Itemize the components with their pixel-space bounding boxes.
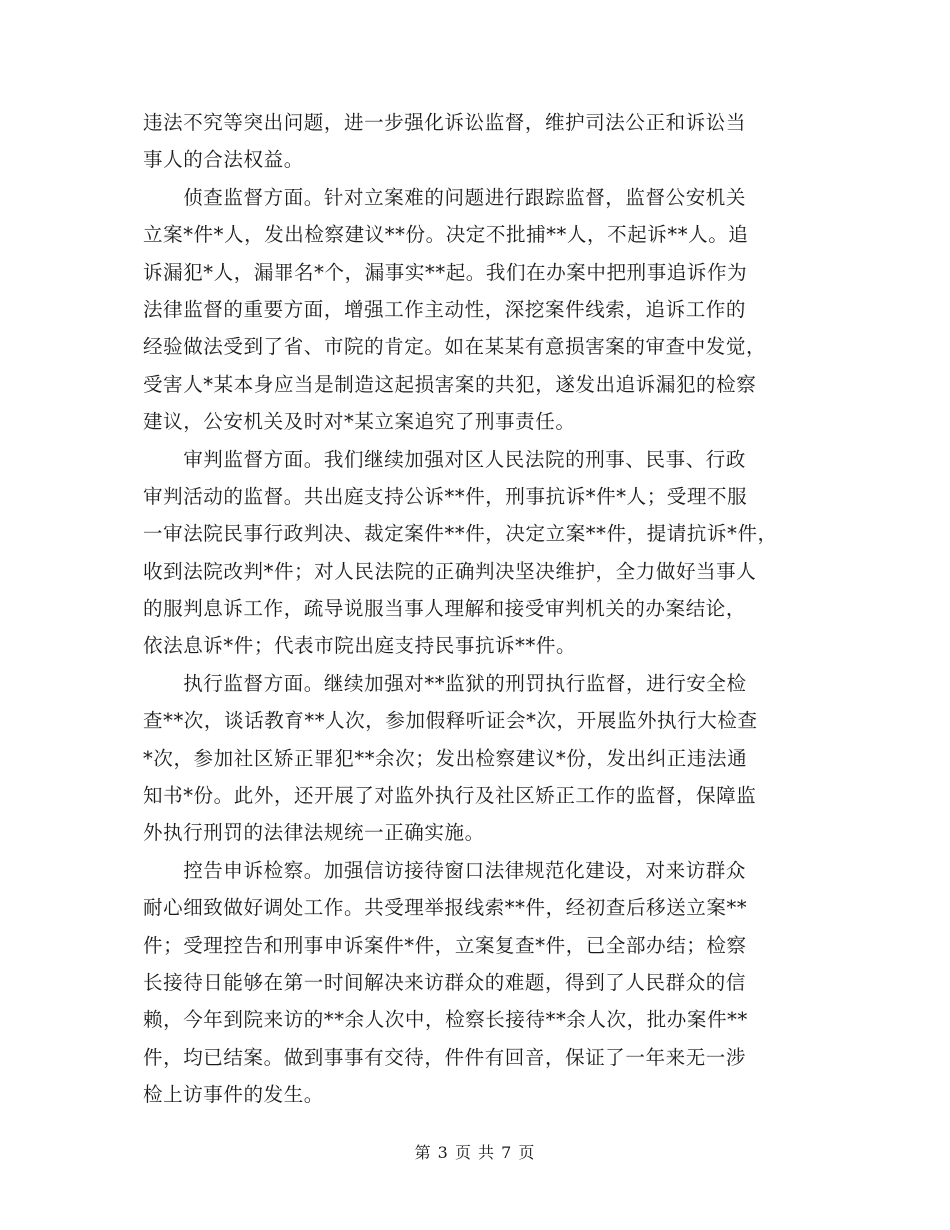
text-line: 法律监督的重要方面，增强工作主动性，深挖案件线索，追诉工作的 bbox=[143, 297, 747, 321]
text-line: 受害人*某本身应当是制造这起损害案的共犯，遂发出追诉漏犯的检察 bbox=[143, 372, 757, 396]
text-line: 知书*份。此外，还开展了对监外执行及社区矫正工作的监督，保障监 bbox=[143, 784, 757, 808]
text-line: 件；受理控告和刑事申诉案件*件，立案复查*件，已全部办结；检察 bbox=[143, 933, 747, 957]
text-line: 侦查监督方面。针对立案难的问题进行跟踪监督，监督公安机关 bbox=[143, 185, 747, 209]
text-line: 诉漏犯*人，漏罪名*个，漏事实**起。我们在办案中把刑事追诉作为 bbox=[143, 260, 748, 284]
text-line: 审判活动的监督。共出庭支持公诉**件，刑事抗诉*件*人；受理不服 bbox=[143, 484, 748, 508]
text-line: 事人的合法权益。 bbox=[143, 148, 304, 172]
text-line: 审判监督方面。我们继续加强对区人民法院的刑事、民事、行政 bbox=[143, 447, 747, 471]
text-line: 检上访事件的发生。 bbox=[143, 1083, 324, 1107]
text-line: 查**次，谈话教育**人次，参加假释听证会*次，开展监外执行大检查 bbox=[143, 709, 758, 733]
text-line: 一审法院民事行政判决、裁定案件**件，决定立案**件，提请抗诉*件， bbox=[143, 522, 778, 546]
text-line: 依法息诉*件；代表市院出庭支持民事抗诉**件。 bbox=[143, 634, 577, 658]
text-line: 执行监督方面。继续加强对**监狱的刑罚执行监督，进行安全检 bbox=[143, 671, 747, 695]
text-line: 控告申诉检察。加强信访接待窗口法律规范化建设，对来访群众 bbox=[143, 858, 747, 882]
text-line: 外执行刑罚的法律法规统一正确实施。 bbox=[143, 821, 485, 845]
text-line: 经验做法受到了省、市院的肯定。如在某某有意损害案的审查中发觉， bbox=[143, 335, 767, 359]
page-footer: 第 3 页 共 7 页 bbox=[414, 1143, 536, 1162]
text-line: 长接待日能够在第一时间解决来访群众的难题，得到了人民群众的信 bbox=[143, 970, 747, 994]
body-text bbox=[143, 104, 823, 1114]
text-line: 立案*件*人，发出检察建议**份。决定不批捕**人，不起诉**人。追 bbox=[143, 223, 749, 247]
text-line: 收到法院改判*件；对人民法院的正确判决坚决维护，全力做好当事人 bbox=[143, 559, 757, 583]
text-line: 赖，今年到院来访的**余人次中，检察长接待**余人次，批办案件** bbox=[143, 1008, 748, 1032]
text-line: 耐心细致做好调处工作。共受理举报线索**件，经初查后移送立案** bbox=[143, 896, 748, 920]
text-line: 建议，公安机关及时对*某立案追究了刑事责任。 bbox=[143, 410, 576, 434]
text-line: 件，均已结案。做到事事有交待，件件有回音，保证了一年来无一涉 bbox=[143, 1045, 747, 1069]
text-line: 违法不究等突出问题，进一步强化诉讼监督，维护司法公正和诉讼当 bbox=[143, 111, 747, 134]
text-line: *次，参加社区矫正罪犯**余次；发出检察建议*份，发出纠正违法通 bbox=[143, 746, 748, 770]
text-line: 的服判息诉工作，疏导说服当事人理解和接受审判机关的办案结论， bbox=[143, 597, 747, 621]
